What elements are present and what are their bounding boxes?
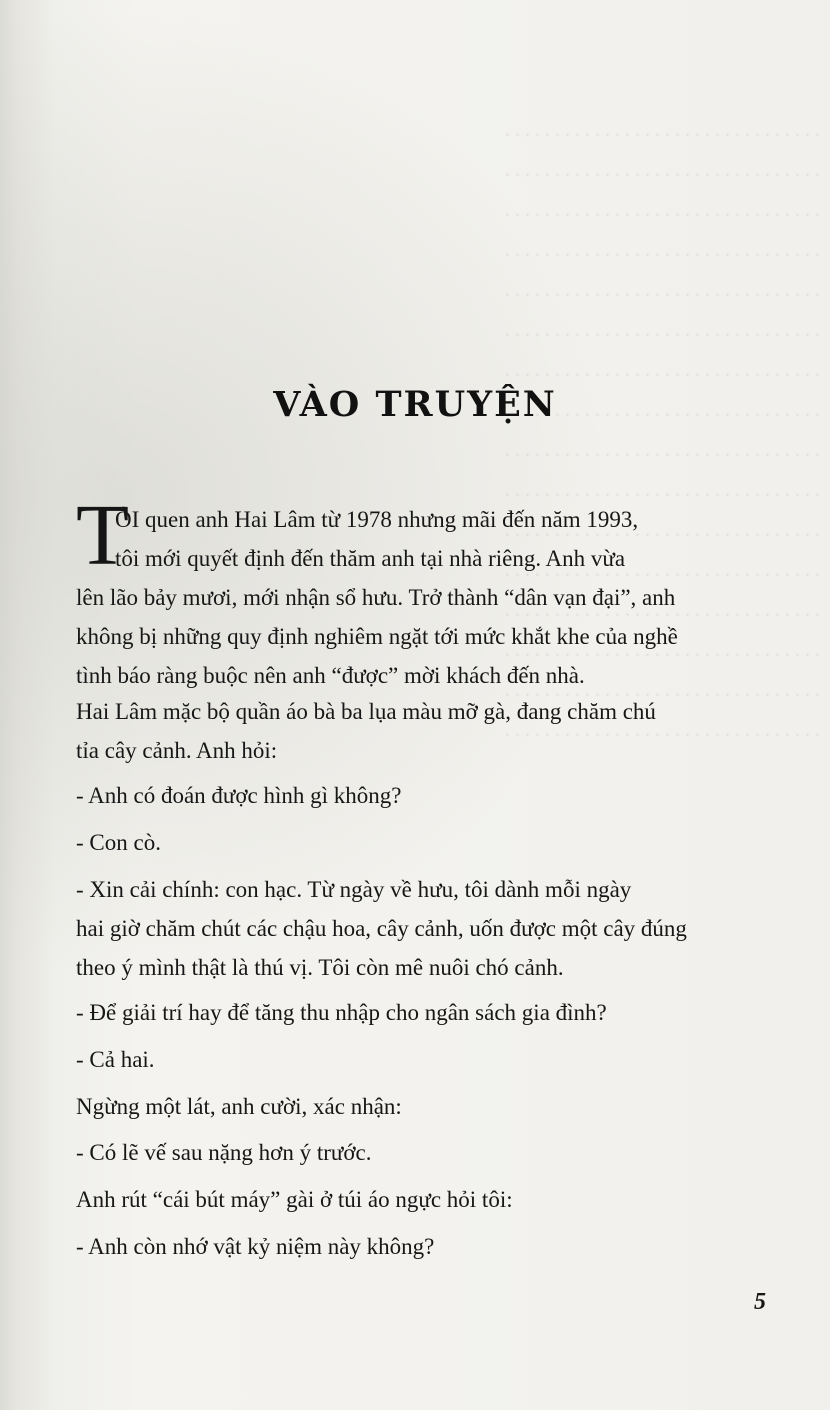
paragraph-line: tình báo ràng buộc nên anh “được” mời khách đến nhà.	[76, 663, 585, 688]
paragraph-1-part-b	[76, 578, 678, 695]
chapter-title: VÀO TRUYỆN	[273, 384, 557, 425]
paragraph-line: - Có lẽ vế sau nặng hơn ý trước.	[76, 1140, 372, 1165]
page-number: 5	[754, 1289, 766, 1315]
narration-line	[76, 1087, 402, 1126]
drop-cap: T	[76, 486, 130, 583]
dialogue-line	[76, 1227, 434, 1266]
paragraph-line: - Xin cải chính: con hạc. Từ ngày về hưu, tôi dành mỗi ngày	[76, 877, 632, 902]
paragraph-line: - Con cò.	[76, 830, 161, 855]
paragraph-line: theo ý mình thật là thú vị. Tôi còn mê nuôi chó cảnh.	[76, 955, 564, 980]
paragraph-line: hai giờ chăm chút các chậu hoa, cây cảnh, uốn được một cây đúng	[76, 916, 687, 941]
paragraph-line: không bị những quy định nghiêm ngặt tới mức khắt khe của nghề	[76, 624, 678, 649]
paragraph-1-part-a	[115, 500, 638, 578]
paragraph-line: Hai Lâm mặc bộ quần áo bà ba lụa màu mỡ gà, đang chăm chú	[76, 699, 656, 724]
show-through-texture: . . . . . . . . . . . . . . . . . . . . . . . . . . . . . . . . . . . . . . . . . . . . . . . . . . . . . . . . . . . . . . . . . . . . . . . . . . . . . . . . . . . . . . . . . . . . . . . . . . . . . . . . . . . . . . . . . . . . . . . . . . . . . . . . . . . . . . . . . . . . . . . . . . . . . . . . . . . . . . . . . . . . . . . . . . . . . . . . . . . . . . . . . . . . . . . . . . . . . . . . . . . . . . . . . . . . . . . . . . . . . . . . . . . . . . . . . . . . . . . . . . . . . . . . . . . . . . . . . . . . . . . . . . . . . . . . . . . . . . . . . . . . . . . . . . . . . . . . . . . . . . . . . . . . . . . . . . . . . . . . . . . . . . . . . . . . . . . . . . . . . . . . . . . . . . . . . . . . . . . . . . . . . . . . . . . . . . . . . . . . . . . . . . . . . . . . . . . . . . . . . . . . . . . . . . . . . . . . . . . . . . . . . . . . . . . . . . . . . . . . . . . . . . . . . . . . . . . . . . . . . . . . . . . . . . . . . . . . . . . . . . . . . . . . . . . . . . . . . . . . . . . . . . . . . . . .	[505, 119, 820, 741]
dialogue-line	[76, 993, 607, 1032]
dialogue-line	[76, 776, 402, 815]
paragraph-line: ÔI quen anh Hai Lâm từ 1978 nhưng mãi đến năm 1993,	[115, 507, 639, 532]
paragraph-line: tỉa cây cảnh. Anh hỏi:	[76, 738, 278, 763]
paragraph-line: - Cả hai.	[76, 1047, 155, 1072]
paragraph-line: lên lão bảy mươi, mới nhận sổ hưu. Trở thành “dân vạn đại”, anh	[76, 585, 676, 610]
paragraph-line: tôi mới quyết định đến thăm anh tại nhà riêng. Anh vừa	[115, 546, 626, 571]
paragraph-line: Ngừng một lát, anh cười, xác nhận:	[76, 1094, 402, 1119]
paragraph-line: - Để giải trí hay để tăng thu nhập cho ngân sách gia đình?	[76, 1000, 607, 1025]
dialogue-line	[76, 1133, 371, 1172]
paragraph-line: - Anh còn nhớ vật kỷ niệm này không?	[76, 1234, 435, 1259]
dialogue-line	[76, 1040, 155, 1079]
paragraph-line: - Anh có đoán được hình gì không?	[76, 783, 402, 808]
paragraph-line: Anh rút “cái bút máy” gài ở túi áo ngực hỏi tôi:	[76, 1187, 513, 1212]
narration-line	[76, 1180, 513, 1219]
paragraph-5	[76, 870, 687, 987]
dialogue-line	[76, 823, 161, 862]
paragraph-2	[76, 692, 656, 770]
